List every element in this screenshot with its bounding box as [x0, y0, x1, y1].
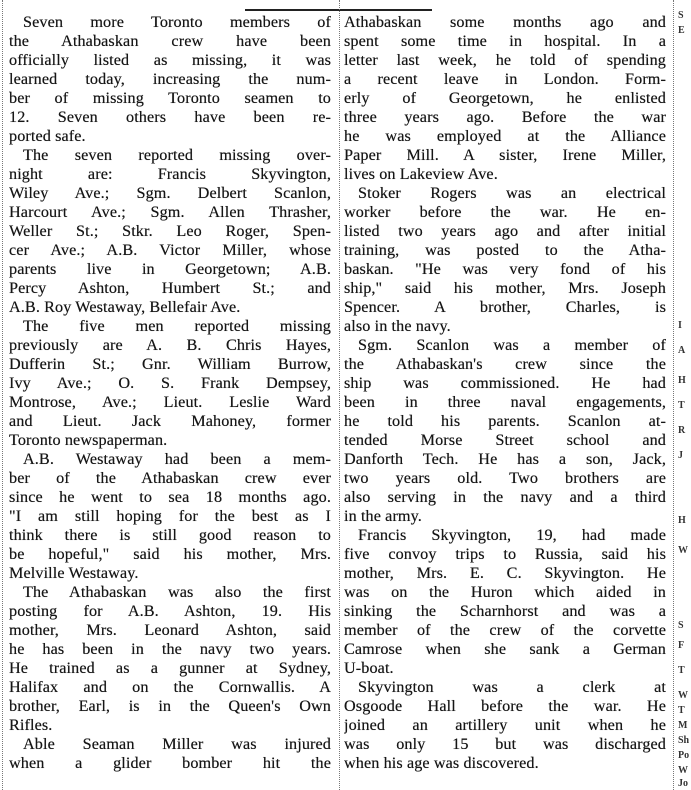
text-line: U-boat.: [344, 659, 394, 677]
text-line: baskan. "He was very fond of his: [344, 260, 666, 278]
text-line: Skyvington was a clerk at: [358, 678, 666, 696]
text-line: Dufferin St.; Gnr. William Burrow,: [9, 355, 331, 373]
text-line: letter last week, he told of spending: [344, 51, 666, 69]
text-line: when a glider bomber hit the: [9, 754, 331, 772]
text-line: Ivy Ave.; O. S. Frank Dempsey,: [9, 374, 331, 392]
fragment-letter: T: [678, 665, 685, 676]
text-line: "I am still hoping for the best as I: [9, 507, 331, 525]
article-column-right: [344, 13, 666, 773]
article-column-left: [9, 13, 331, 773]
fragment-letter: I: [678, 320, 682, 331]
fragment-letter: W: [678, 765, 688, 776]
text-line: sinking the Scharnhorst and was a: [344, 602, 666, 620]
fragment-letter: T: [678, 400, 685, 411]
paragraph: [9, 13, 331, 146]
text-line: ber of the Athabaskan crew ever: [9, 469, 331, 487]
text-line: ship," said his mother, Mrs. Joseph: [344, 279, 666, 297]
text-line: parents live in Georgetown; A.B.: [9, 260, 331, 278]
text-line: member of the crew of the corvette: [344, 621, 666, 639]
paragraph: [344, 526, 666, 678]
text-line: A.B. Westaway had been a mem-: [23, 450, 331, 468]
fragment-letter: A: [678, 345, 686, 356]
text-line: ported safe.: [9, 127, 86, 145]
column-rule-right: [673, 0, 674, 790]
text-line: Athabaskan some months ago and: [344, 13, 666, 31]
text-line: cer Ave.; A.B. Victor Miller, whose: [9, 241, 331, 259]
text-line: two years old. Two brothers are: [344, 469, 666, 487]
text-line: Spencer. A brother, Charles, is: [344, 298, 666, 316]
text-line: Francis Skyvington, 19, had made: [358, 526, 666, 544]
text-line: he told his parents. Scanlon at-: [344, 412, 666, 430]
text-line: Melville Westaway.: [9, 564, 139, 582]
paragraph: [344, 13, 666, 184]
text-line: tended Morse Street school and: [344, 431, 666, 449]
text-line: also in the navy.: [344, 317, 451, 335]
fragment-letter: J: [678, 450, 683, 461]
text-line: was only 15 but was discharged: [344, 735, 666, 753]
text-line: He trained as a gunner at Sydney,: [9, 659, 331, 677]
text-line: The five men reported missing: [23, 317, 331, 335]
text-line: Wiley Ave.; Sgm. Delbert Scanlon,: [9, 184, 331, 202]
paragraph: [9, 450, 331, 583]
paragraph: [344, 184, 666, 336]
text-line: Osgoode Hall before the war. He: [344, 697, 666, 715]
text-line: Danforth Tech. He has a son, Jack,: [344, 450, 666, 468]
text-line: a recent leave in London. Form-: [344, 70, 666, 88]
text-line: the Athabaskan crew have been: [9, 32, 331, 50]
text-line: he was employed at the Alliance: [344, 127, 666, 145]
text-line: Weller St.; Stkr. Leo Roger, Spen-: [9, 222, 331, 240]
paragraph: [9, 583, 331, 735]
text-line: Harcourt Ave.; Sgm. Allen Thrasher,: [9, 203, 331, 221]
fragment-letter: Sh: [678, 735, 690, 746]
text-line: mother, Mrs. E. C. Skyvington. He: [344, 564, 666, 582]
text-line: Paper Mill. A sister, Irene Miller,: [344, 146, 666, 164]
column-rule-left: [2, 0, 3, 790]
text-line: The Athabaskan was also the first: [23, 583, 331, 601]
fragment-letter: M: [678, 720, 688, 731]
text-line: spent some time in hospital. In a: [344, 32, 666, 50]
text-line: Percy Ashton, Humbert St.; and: [9, 279, 331, 297]
text-line: Montrose, Ave.; Lieut. Leslie Ward: [9, 393, 331, 411]
text-line: listed two years ago and after initial: [344, 222, 666, 240]
text-line: Seven more Toronto members of: [23, 13, 331, 31]
text-line: training, was posted to the Atha-: [344, 241, 666, 259]
fragment-letter: F: [678, 640, 685, 651]
column-rule-middle: [339, 0, 340, 790]
text-line: 12. Seven others have been re-: [9, 108, 331, 126]
text-line: previously are A. B. Chris Hayes,: [9, 336, 331, 354]
text-line: since he went to sea 18 months ago.: [9, 488, 331, 506]
fragment-letter: E: [678, 25, 685, 36]
text-line: and Lieut. Jack Mahoney, former: [9, 412, 331, 430]
text-line: ber of missing Toronto seamen to: [9, 89, 331, 107]
fragment-letter: S: [678, 10, 684, 21]
text-line: he has been in the navy two years.: [9, 640, 331, 658]
fragment-letter: S: [678, 620, 684, 631]
fragment-letter: W: [678, 690, 688, 701]
text-line: three years ago. Before the war: [344, 108, 666, 126]
text-line: Camrose when she sank a German: [344, 640, 666, 658]
text-line: also serving in the navy and a third: [344, 488, 666, 506]
fragment-letter: Jo: [678, 778, 688, 789]
fragment-letter: T: [678, 705, 685, 716]
paragraph: [9, 735, 331, 773]
text-line: Sgm. Scanlon was a member of: [358, 336, 666, 354]
text-line: be hopeful," said his mother, Mrs.: [9, 545, 331, 563]
text-line: been in three naval engagements,: [344, 393, 666, 411]
text-line: joined an artillery unit when he: [344, 716, 666, 734]
text-line: brother, Earl, is in the Queen's Own: [9, 697, 331, 715]
text-line: officially listed as missing, it was: [9, 51, 331, 69]
fragment-letter: H: [678, 375, 686, 386]
paragraph: [344, 336, 666, 526]
text-line: was on the Huron which aided in: [344, 583, 666, 601]
text-line: night are: Francis Skyvington,: [9, 165, 331, 183]
text-line: five convoy trips to Russia, said his: [344, 545, 666, 563]
paragraph: [9, 317, 331, 450]
fragment-letter: W: [678, 545, 688, 556]
fragment-letter: Po: [678, 750, 690, 761]
text-line: in the army.: [344, 507, 422, 525]
text-line: the Athabaskan's crew since the: [344, 355, 666, 373]
text-line: Stoker Rogers was an electrical: [358, 184, 666, 202]
text-line: A.B. Roy Westaway, Bellefair Ave.: [9, 298, 241, 316]
text-line: erly of Georgetown, he enlisted: [344, 89, 666, 107]
fragment-letter: H: [678, 515, 686, 526]
text-line: ship was commissioned. He had: [344, 374, 666, 392]
text-line: Toronto newspaperman.: [9, 431, 168, 449]
text-line: learned today, increasing the num-: [9, 70, 331, 88]
fragment-letter: R: [678, 425, 686, 436]
text-line: The seven reported missing over-: [23, 146, 331, 164]
text-line: when his age was discovered.: [344, 754, 539, 772]
text-line: lives on Lakeview Ave.: [344, 165, 498, 183]
text-line: Rifles.: [9, 716, 53, 734]
paragraph: [344, 678, 666, 773]
paragraph: [9, 146, 331, 317]
text-line: posting for A.B. Ashton, 19. His: [9, 602, 331, 620]
text-line: mother, Mrs. Leonard Ashton, said: [9, 621, 331, 639]
text-line: think there is still good reason to: [9, 526, 331, 544]
text-line: Able Seaman Miller was injured: [23, 735, 331, 753]
text-line: Halifax and on the Cornwallis. A: [9, 678, 331, 696]
text-line: worker before the war. He en-: [344, 203, 666, 221]
